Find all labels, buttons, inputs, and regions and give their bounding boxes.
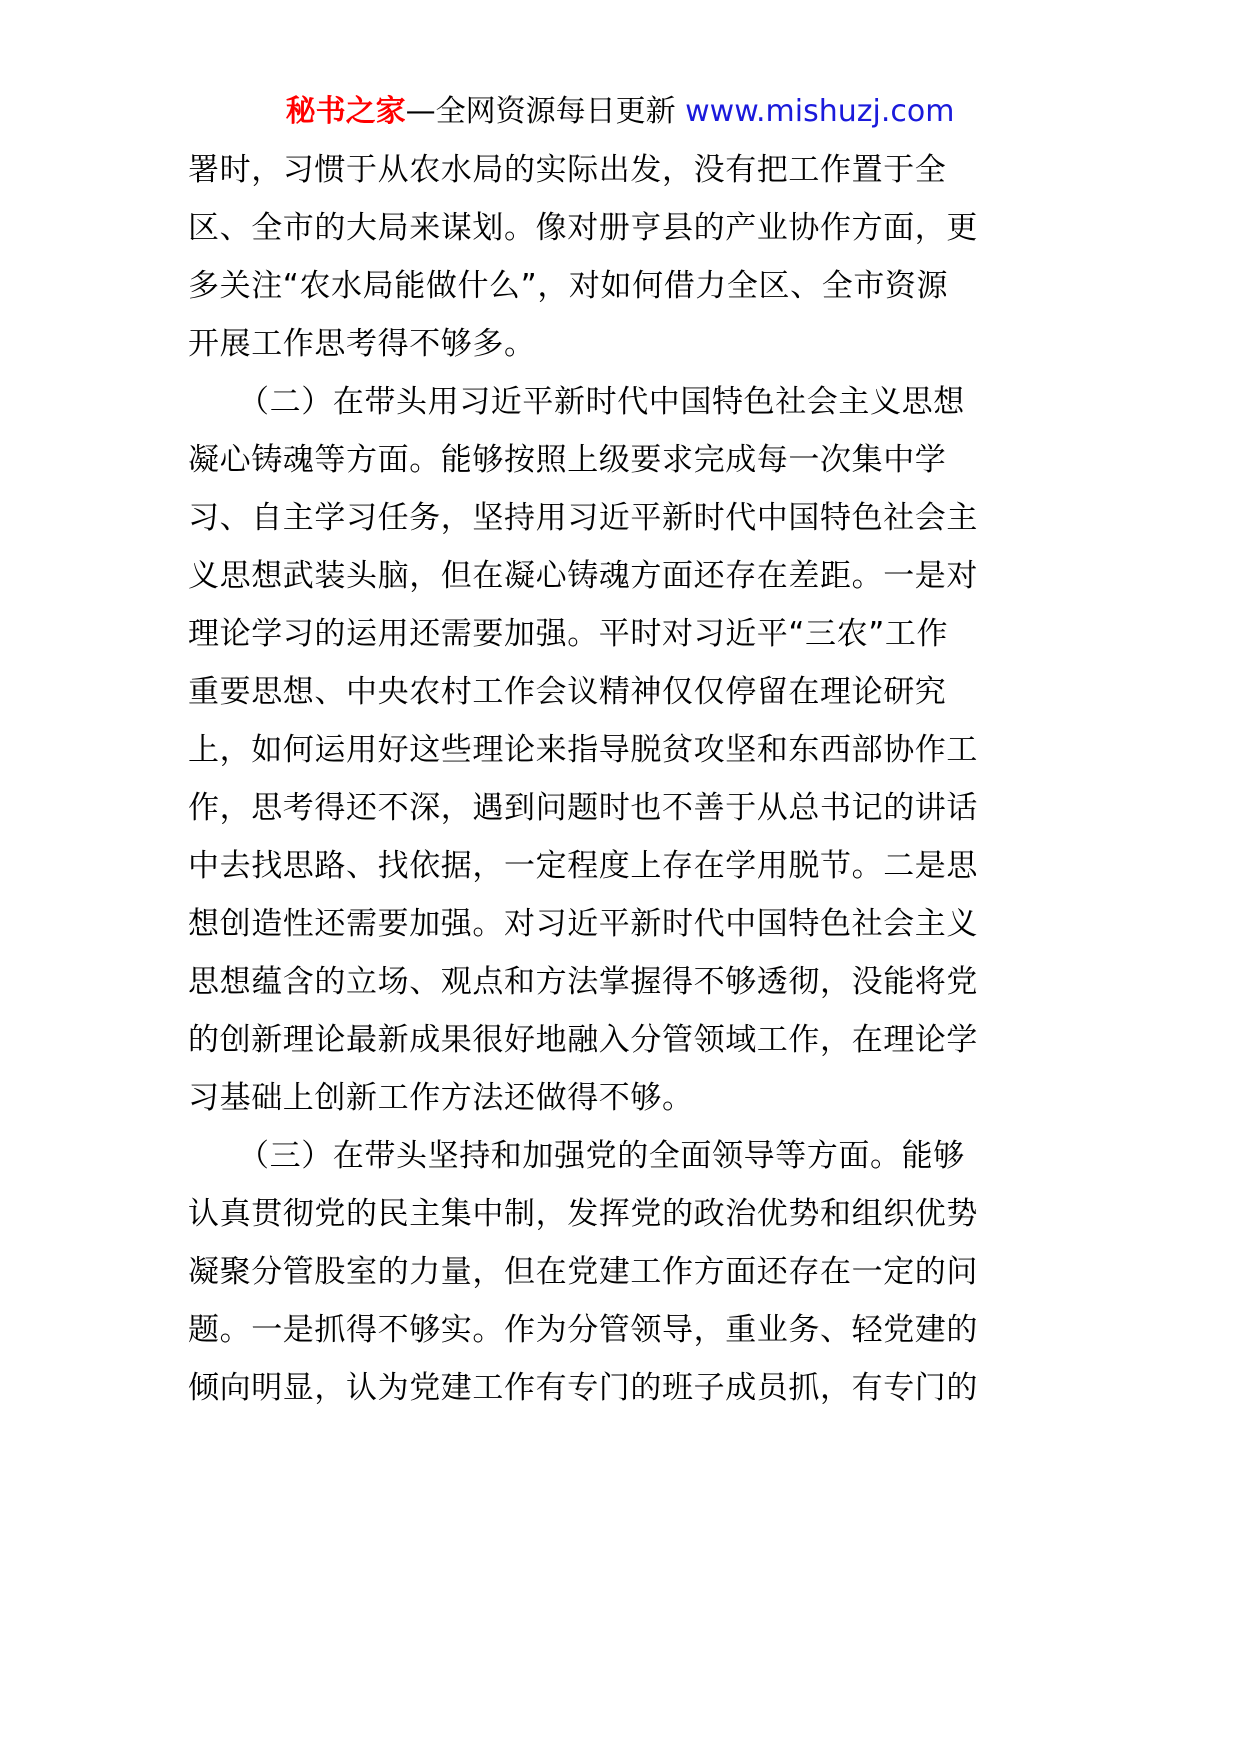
text-line: 理论学习的运用还需要加强。平时对习近平“三农”工作 <box>188 616 949 652</box>
section-heading-line: （二）在带头用习近平新时代中国特色社会主义思想 <box>238 384 965 420</box>
text-line: 习、自主学习任务，坚持用习近平新时代中国特色社会主 <box>188 500 978 536</box>
text-line: 倾向明显，认为党建工作有专门的班子成员抓，有专门的 <box>188 1370 978 1406</box>
text-line: 上，如何运用好这些理论来指导脱贫攻坚和东西部协作工 <box>188 732 978 768</box>
text-line: 想创造性还需要加强。对习近平新时代中国特色社会主义 <box>188 906 978 942</box>
text-line: 署时，习惯于从农水局的实际出发，没有把工作置于全 <box>188 152 947 188</box>
section-heading-line: （三）在带头坚持和加强党的全面领导等方面。能够 <box>238 1138 965 1174</box>
text-line: 凝心铸魂等方面。能够按照上级要求完成每一次集中学 <box>188 442 947 478</box>
text-line: 中去找思路、找依据，一定程度上存在学用脱节。二是思 <box>188 848 978 884</box>
text-line: 区、全市的大局来谋划。像对册亨县的产业协作方面，更 <box>188 210 978 246</box>
site-slogan: —全网资源每日更新 <box>405 94 686 129</box>
text-line: 开展工作思考得不够多。 <box>188 326 536 362</box>
text-line: 重要思想、中央农村工作会议精神仅仅停留在理论研究 <box>188 674 947 710</box>
site-header <box>0 92 1240 132</box>
text-line: 思想蕴含的立场、观点和方法掌握得不够透彻，没能将党 <box>188 964 978 1000</box>
site-url-link[interactable]: www.mishuzj.com <box>685 94 955 129</box>
text-line: 的创新理论最新成果很好地融入分管领域工作，在理论学 <box>188 1022 978 1058</box>
site-brand: 秘书之家 <box>285 94 406 129</box>
text-line: 多关注“农水局能做什么”，对如何借力全区、全市资源 <box>188 268 949 304</box>
text-line: 习基础上创新工作方法还做得不够。 <box>188 1080 694 1116</box>
text-line: 作，思考得还不深，遇到问题时也不善于从总书记的讲话 <box>188 790 978 826</box>
text-line: 凝聚分管股室的力量，但在党建工作方面还存在一定的问 <box>188 1254 978 1290</box>
text-line: 题。一是抓得不够实。作为分管领导，重业务、轻党建的 <box>188 1312 978 1348</box>
text-line: 义思想武装头脑，但在凝心铸魂方面还存在差距。一是对 <box>188 558 978 594</box>
text-line: 认真贯彻党的民主集中制，发挥党的政治优势和组织优势 <box>188 1196 978 1232</box>
